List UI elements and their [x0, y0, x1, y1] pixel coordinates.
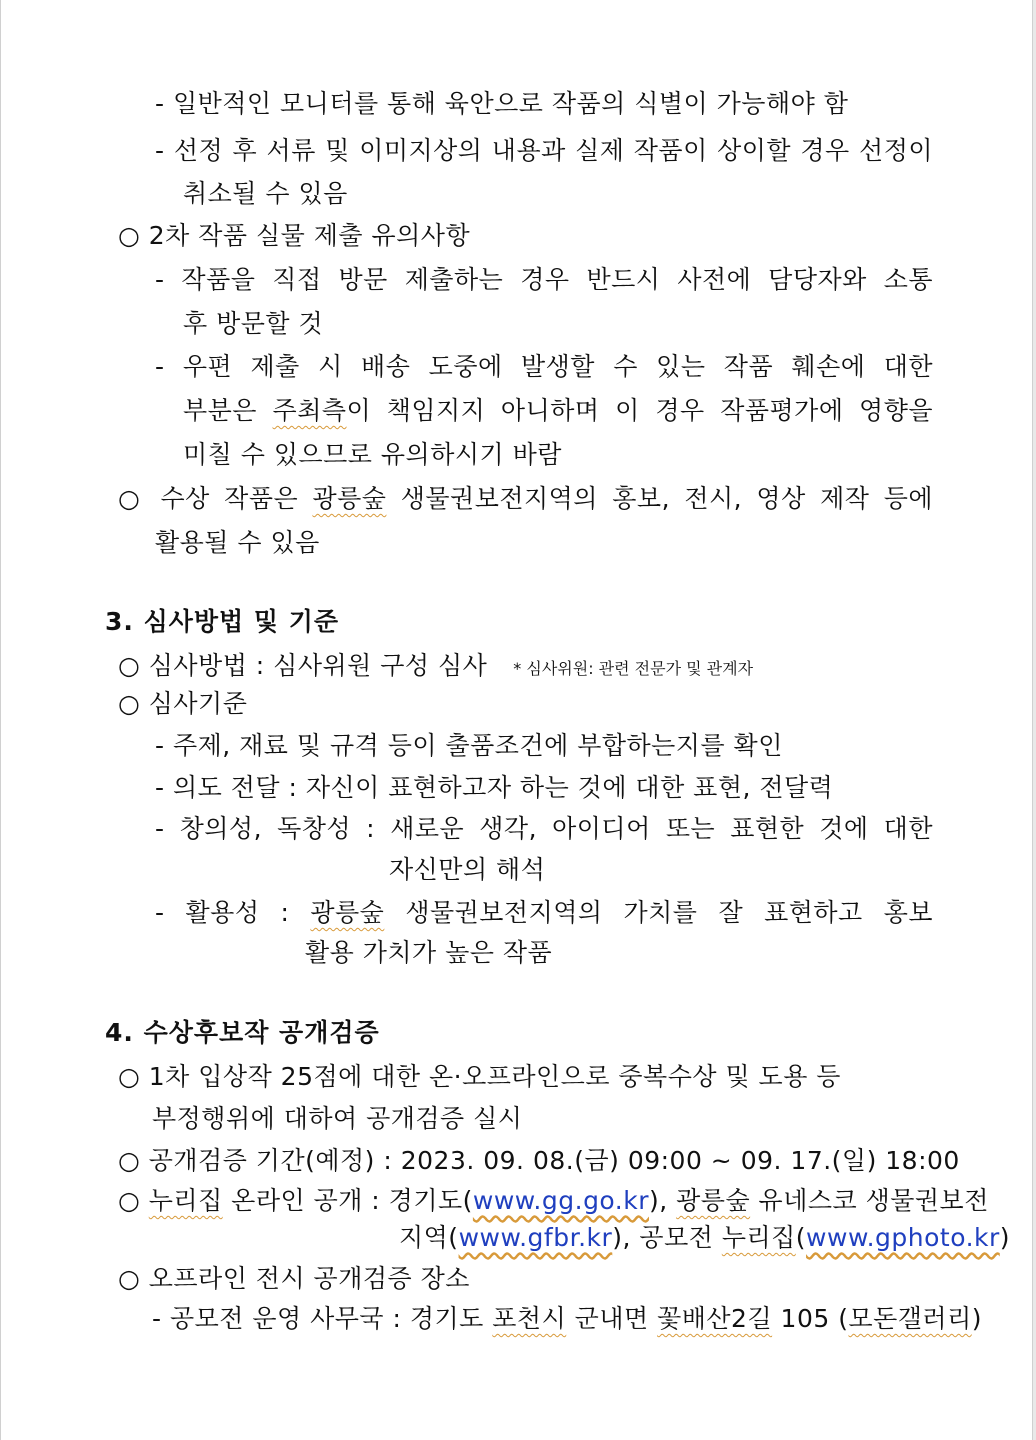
- item-award-usage: ○ 수상 작품은 광릉숲 생물권보전지역의 홍보, 전시, 영상 제작 등에: [118, 484, 933, 513]
- review-method-note: * 심사위원: 관련 전문가 및 관계자: [513, 659, 754, 678]
- bullet-mail-cont2: 미칠 수 있으므로 유의하시기 바람: [183, 440, 562, 469]
- section3-heading: 3. 심사방법 및 기준: [105, 607, 340, 636]
- spell-mark: 주최측: [272, 396, 347, 425]
- criteria-4-cont: 활용 가치가 높은 작품: [305, 938, 553, 967]
- review-method: ○ 심사방법 : 심사위원 구성 심사 * 심사위원: 관련 전문가 및 관계자: [118, 651, 754, 680]
- exhibition-location: - 공모전 운영 사무국 : 경기도 포천시 군내면 꽃배산2길 105 (모돈갤러리): [152, 1304, 983, 1333]
- offline-exhibition: ○ 오프라인 전시 공개검증 장소: [118, 1264, 470, 1293]
- verification-period: ○ 공개검증 기간(예정) : 2023. 09. 08.(금) 09:00 ~ 09. 17.(일) 18:00: [118, 1146, 960, 1175]
- link-gfbr[interactable]: www.gfbr.kr: [458, 1223, 613, 1252]
- spell-mark: 광릉숲: [676, 1186, 751, 1215]
- online-disclosure-cont: 지역(www.gfbr.kr), 공모전 누리집(www.gphoto.kr): [399, 1223, 1011, 1252]
- item-submission-notes: ○ 2차 작품 실물 제출 유의사항: [118, 221, 471, 250]
- bullet-mail-cont: 부분은 주최측이 책임지지 아니하며 이 경우 작품평가에 영향을: [183, 396, 933, 425]
- criteria-3-cont: 자신만의 해석: [389, 855, 546, 884]
- spell-mark: 모돈갤러리: [848, 1304, 972, 1333]
- link-gg[interactable]: www.gg.go.kr: [472, 1186, 649, 1215]
- bullet-monitor: - 일반적인 모니터를 통해 육안으로 작품의 식별이 가능해야 함: [155, 89, 849, 118]
- spell-mark: 포천시: [492, 1304, 567, 1333]
- spell-mark: 광릉숲: [310, 898, 385, 927]
- bullet-mail: - 우편 제출 시 배송 도중에 발생할 수 있는 작품 훼손에 대한: [155, 352, 933, 381]
- verification-target: ○ 1차 입상작 25점에 대한 온·오프라인으로 중복수상 및 도용 등: [118, 1062, 841, 1091]
- section4-heading: 4. 수상후보작 공개검증: [105, 1018, 380, 1047]
- review-criteria: ○ 심사기준: [118, 689, 248, 718]
- spell-mark: 꽃배산2길: [657, 1304, 773, 1333]
- spell-mark: 누리집: [721, 1223, 796, 1252]
- bullet-cancel-cont: 취소될 수 있음: [183, 179, 348, 208]
- spell-mark: 광릉숲: [312, 484, 387, 513]
- verification-target-cont: 부정행위에 대하여 공개검증 실시: [152, 1104, 523, 1133]
- criteria-2: - 의도 전달 : 자신이 표현하고자 하는 것에 대한 표현, 전달력: [155, 773, 834, 802]
- link-gphoto[interactable]: www.gphoto.kr: [806, 1223, 1000, 1252]
- bullet-cancel: - 선정 후 서류 및 이미지상의 내용과 실제 작품이 상이할 경우 선정이: [155, 136, 933, 165]
- criteria-3: - 창의성, 독창성 : 새로운 생각, 아이디어 또는 표현한 것에 대한: [155, 814, 933, 843]
- bullet-visit-cont: 후 방문할 것: [183, 309, 324, 338]
- criteria-4: - 활용성 : 광릉숲 생물권보전지역의 가치를 잘 표현하고 홍보: [155, 898, 933, 927]
- spell-mark: 누리집: [148, 1186, 223, 1215]
- criteria-1: - 주제, 재료 및 규격 등이 출품조건에 부합하는지를 확인: [155, 731, 783, 760]
- online-disclosure: ○ 누리집 온라인 공개 : 경기도(www.gg.go.kr), 광릉숲 유네스코 생물권보전: [118, 1186, 989, 1215]
- bullet-visit: - 작품을 직접 방문 제출하는 경우 반드시 사전에 담당자와 소통: [155, 265, 933, 294]
- item-award-usage-cont: 활용될 수 있음: [155, 528, 320, 557]
